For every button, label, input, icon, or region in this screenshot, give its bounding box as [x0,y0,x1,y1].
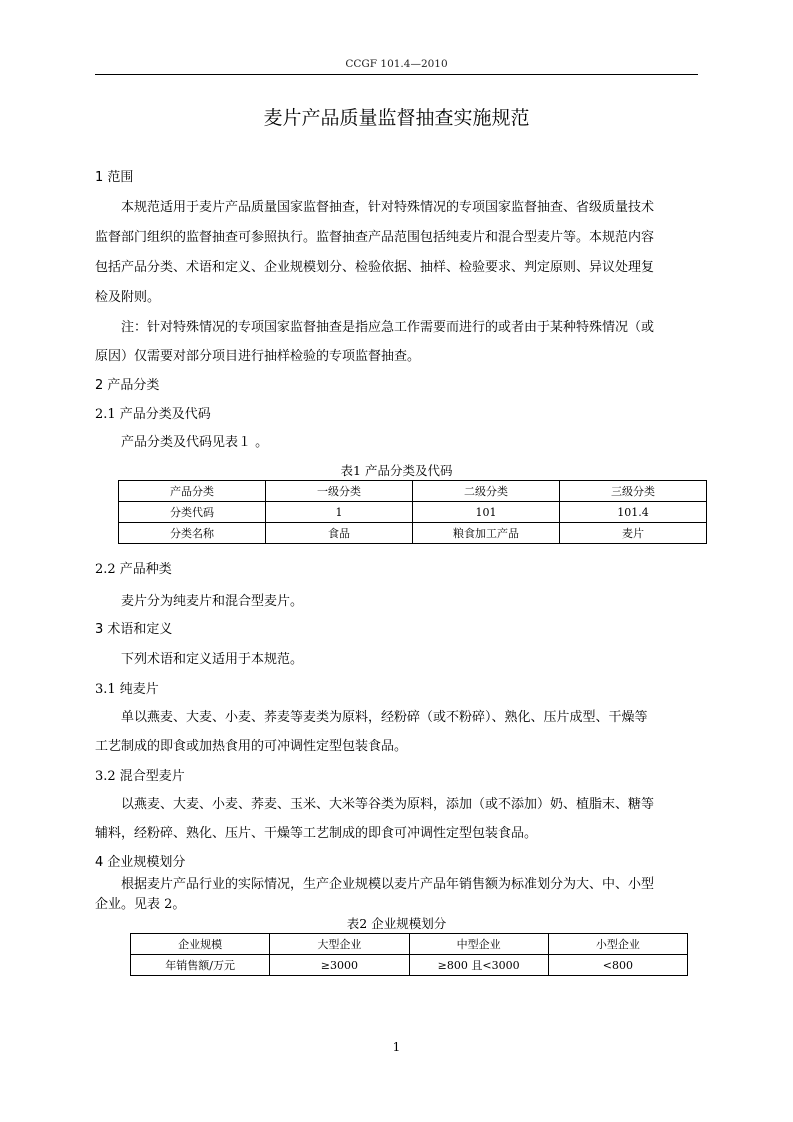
table-cell: 1 [266,502,413,523]
s1-note-line-2: 原因）仅需要对部分项目进行抽样检验的专项监督抽查。 [95,349,421,364]
s1-paragraph-line-1: 本规范适用于麦片产品质量国家监督抽查，针对特殊情况的专项国家监督抽查、省级质量技术 [121,200,655,215]
table-cell: 中型企业 [409,934,548,955]
table-cell: 企业规模 [131,934,270,955]
header-standard-code: CCGF 101.4—2010 [345,58,448,70]
table-cell: 年销售额/万元 [131,955,270,976]
section-3-2-line-2: 辅料，经粉碎、熟化、压片、干燥等工艺制成的即食可冲调性定型包装食品。 [95,826,538,841]
table-cell: 分类名称 [119,523,266,544]
section-3-intro: 下列术语和定义适用于本规范。 [121,652,304,667]
table-1 [118,480,707,544]
section-3-heading: 3 术语和定义 [95,622,173,637]
s1-paragraph-line-3: 包括产品分类、术语和定义、企业规模划分、检验依据、抽样、检验要求、判定原则、异议处理复 [95,260,655,275]
section-3-1-line-1: 单以燕麦、大麦、小麦、荞麦等麦类为原料，经粉碎（或不粉碎）、熟化、压片成型、干燥等 [121,710,648,725]
table-cell: 二级分类 [413,481,560,502]
section-2-2-heading: 2.2 产品种类 [95,562,172,577]
section-2-1-heading: 2.1 产品分类及代码 [95,407,211,422]
page-number: 1 [392,1040,401,1054]
s1-paragraph-line-4: 检及附则。 [95,290,161,305]
table-cell: ≥3000 [270,955,409,976]
table-row [119,523,707,544]
header-rule [95,74,698,75]
table-1-caption: 表1 产品分类及代码 [340,463,453,478]
s1-paragraph-line-2: 监督部门组织的监督抽查可参照执行。监督抽查产品范围包括纯麦片和混合型麦片等。本规范内容 [95,230,655,245]
section-1-heading: 1 范围 [95,170,134,185]
table-cell: 分类代码 [119,502,266,523]
table-cell: 101.4 [560,502,707,523]
section-3-1-line-2: 工艺制成的即食或加热食用的可冲调性定型包装食品。 [95,739,408,754]
table-cell: 产品分类 [119,481,266,502]
table-cell: ≥800 且<3000 [409,955,548,976]
section-3-2-heading: 3.2 混合型麦片 [95,769,185,784]
table-cell: 粮食加工产品 [413,523,560,544]
section-4-line-1: 根据麦片产品行业的实际情况，生产企业规模以麦片产品年销售额为标准划分为大、中、小型 [121,877,655,892]
table-row [119,502,707,523]
table-cell: 麦片 [560,523,707,544]
section-3-1-heading: 3.1 纯麦片 [95,682,159,697]
table-row [131,934,688,955]
document-title: 麦片产品质量监督抽查实施规范 [263,107,530,129]
section-2-2-text: 麦片分为纯麦片和混合型麦片。 [121,594,304,609]
table-cell: 大型企业 [270,934,409,955]
section-3-2-line-1: 以燕麦、大麦、小麦、荞麦、玉米、大米等谷类为原料，添加（或不添加）奶、植脂末、糖等 [121,797,655,812]
table-cell: 101 [413,502,560,523]
s1-note-line-1: 注：针对特殊情况的专项国家监督抽查是指应急工作需要而进行的或者由于某种特殊情况（或 [121,320,655,335]
table-row [131,955,688,976]
table-cell: 一级分类 [266,481,413,502]
table-cell: <800 [548,955,687,976]
table-2 [130,933,688,976]
section-2-heading: 2 产品分类 [95,378,160,393]
table-2-caption: 表2 企业规模划分 [346,916,447,931]
table-row [119,481,707,502]
section-2-1-text: 产品分类及代码见表１ 。 [121,435,269,450]
table-cell: 小型企业 [548,934,687,955]
table-cell: 食品 [266,523,413,544]
section-4-line-2: 企业。见表 2。 [95,897,186,912]
table-cell: 三级分类 [560,481,707,502]
section-4-heading: 4 企业规模划分 [95,855,186,870]
